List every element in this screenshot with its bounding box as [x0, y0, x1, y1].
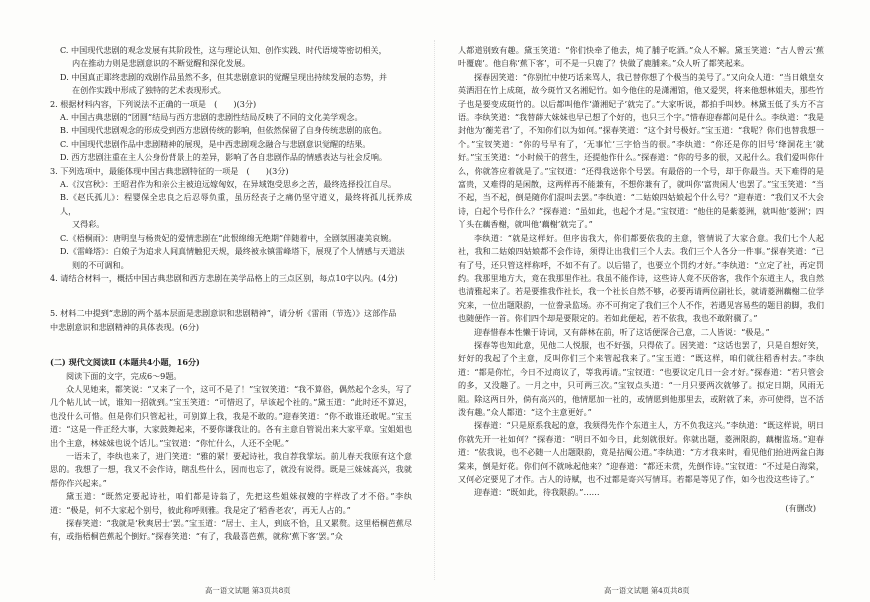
q1-option-c-cont: 内在推动力则是悲剧意识的不断觉醒和深化发展。 [72, 58, 251, 69]
q2-option-b: B. 中国现代悲剧观念的形成受到西方悲剧传统的影响，但依然保留了自身传统悲剧的底色。 [60, 125, 387, 136]
passage-paragraph: 一语未了，李纨也来了，进门笑道：“雅的紧！要起诗社，我自荐我掌坛。前儿春天我原有这个意思的。我想了一想，我又不会作诗，瞎乱些什么，因而也忘了，就没有说得。既是三妹妹高兴，我就帮你作兴起来。” [50, 450, 412, 488]
passage-paragraph: 人都道别致有趣。黛玉笑道：“你们快牵了他去，炖了脯子吃酒。”众人不解。黛玉笑道：“古人曾云‘蕉叶覆鹿’。他自称‘蕉下客’，可不是一只鹿了？快做了鹿脯来。”众人听了都笑起来。 [458, 45, 824, 69]
source-note: (有删改) [785, 502, 816, 513]
q2-option-c: C. 中国现代悲剧作品中悲剧精神的展现，是中西悲剧观念融合与悲剧意识觉醒的结果。 [60, 138, 371, 149]
page-divider [434, 40, 435, 580]
passage-paragraph: 黛玉道：“既然定要起诗社，咱们都是诗翁了，先把这些姐妹叔嫂的字样改了才不俗。”李纨道：“极是，何不大家起个别号，彼此称呼则雅。我是定了‘稻香老农’，再无人占的。” [50, 491, 412, 515]
q3-option-d: D.《雷峰塔》：白娘子为追求人间真情触犯天规，最终被永镇雷峰塔下，展现了个人情感与天道法 [60, 246, 405, 257]
q3-option-c: C.《梧桐雨》：唐明皇与杨贵妃的爱情悲剧在“此恨绵绵无绝期”伴随着中，全剧氛围凄美哀婉。 [60, 232, 397, 243]
passage-paragraph: 探春笑道：“我就是‘秋爽居士’罢。”宝玉道：“居士、主人，到底不恰，且又累赘。这里梧桐芭蕉尽有，或指梧桐芭蕉起个倒好。”探春笑道：“有了，我最喜芭蕉，就称‘蕉下客’罢。”众 [50, 518, 412, 542]
q4-stem: 4. 请结合材料一，概括中国古典悲剧和西方悲剧在美学品格上的三点区别，每点10字以内。(4分) [50, 272, 398, 283]
passage-paragraph: 李纨道：“就是这样好。但序齿我大，你们都要依我的主意，管情说了大家合意。我们七个人起社，我和二姑娘四姑娘都不会作诗，须得让出我们三个人去。我们三个人各分一件事。”探春笑道：“已有了号，还只管这样称呼，不如不有了。以后错了，也要立个罚约才好。”李纨道：“立定了社，再定罚约。我那里地方大，竟在我那里作社。我虽不能作诗，这些诗人竟不厌俗客，我作个东道主人，我自然也清雅起来了。若是要推我作社长，我一个社长自然不够，必要再请两位副社长，就请菱洲藕榭二位学究来，一位出题限韵，一位誊录监场。亦不可拘定了我们三个人不作，若遇见容易些的题目韵脚，我们也随便作一首。你们四个却是要限定的。若如此便起，若不依我，我也不敢附骥了。” [458, 232, 824, 324]
q2-stem: 2. 根据材料内容，下列说法不正确的一项是 ( )(3分) [50, 98, 257, 109]
right-column [458, 44, 824, 515]
q3-option-b: B.《赵氏孤儿》：程婴保全忠良之后忍辱负重，虽历经丧子之痛仍坚守道义，最终将孤儿抚养成人， [60, 192, 412, 216]
q3-option-b-cont: 又得彩。 [72, 219, 105, 230]
q5-stem: 5. 材料二中提到“悲剧的两个基本层面是悲剧意识和悲剧精神”，请分析《雷雨（节选）》这部作品 [50, 308, 397, 319]
page-footer-right: 高一语文试题 第4页共8页 [604, 586, 690, 595]
passage-paragraph: 迎春惜春本性懒于诗词，又有薛林在前，听了这话便深合己意，二人皆说：“极是。” [474, 326, 770, 337]
passage-paragraph: 迎春道：“既如此，待我限韵。”…… [474, 487, 600, 498]
passage-paragraph: 众人见她来，都笑说：“又来了一个，这可不是了！”宝钗笑道：“我不算俗，偶然起个念头，写了几个帖儿试一试，谁知一招就到。”宝玉笑道：“可惜迟了，早该起个社的。”黛玉道：“此时还不算迟，也没什么可惜。但是你们只管起社，可别算上我，我是不敢的。”迎春笑道：“你不敢谁还敢呢。”宝玉道：“这是一件正经大事，大家鼓舞起来，不要你谦我让的。各有主意自管说出来大家平章。宝姐姐也出个主意，林妹妹也说个话儿。”宝钗道：“你忙什么，人还不全呢。” [50, 383, 412, 448]
q2-option-d: D. 西方悲剧注重在主人公身份背景上的差异，影响了各自悲剧作品的情感表达与社会反响。 [60, 152, 388, 163]
passage-paragraph: 探春道：“只是原系我起的意，我须得先作个东道主人，方不负我这兴。”李纨道：“既这样说，明日你就先开一社如何？”探春道：“明日不如今日，此刻就很好。你就出题，菱洲限韵，藕榭监场。”迎春道：“依我说，也不必随一人出题限韵，竟是拈阄公道。”李纨道：“方才我来时，看见他们抬进两盆白海棠来，倒是好花。你们何不就咏起他来？”迎春道：“都还未赏，先倒作诗。”宝钗道：“不过是白海棠，又何必定要见了才作。古人的诗赋，也不过都是寄兴写情耳。若都是等见了作，如今也没这些诗了。” [458, 420, 824, 484]
section-title: (二) 现代文阅读Ⅱ (本题共4小题，16分) [50, 357, 200, 368]
q5-stem-cont: 中悲剧意识和悲剧精神的具体表现。(6分) [50, 321, 200, 332]
q1-option-c: C. 中国现代悲剧的观念发展有其阶段性，这与理论认知、创作实践、时代语境等密切相关， [60, 45, 387, 55]
q1-option-d: D. 中国真正耶终悲剧的戏剧作品虽然不多，但其悲剧意识的觉醒呈现出持续发展的态势，并 [60, 71, 388, 82]
q2-option-a: A. 中国古典悲剧的“团圆”结局与西方悲剧的悲剧性结局反映了不同的文化美学观念。 [60, 112, 363, 123]
q1-option-d-cont: 在创作实践中形成了独特的艺术表现形式。 [72, 85, 226, 96]
q3-stem: 3. 下列选项中，最能体现中国古典悲剧特征的一项是 ( )(3分) [50, 165, 289, 176]
q3-option-a: A.《汉宫秋》：王昭君作为和亲公主被迫远嫁匈奴，在异域饱受思乡之苦，最终选择投江自尽。 [60, 179, 397, 190]
section-instruction: 阅读下面的文字，完成6～9题。 [66, 370, 182, 381]
left-column [50, 44, 412, 544]
passage-paragraph: 探春等也知此意，见他二人悦服，也不好强，只得依了。因笑道：“这话也罢了，只是自想好笑，好好的我起了个主意，反叫你们三个来管起我来了。”宝玉道：“既这样，咱们就往稻香村去。”李纨道：“都是你忙，今日不过商议了，等我再请。”宝钗道：“也要议定几日一会才好。”探春道：“若只管会的多，又没趣了。一月之中，只可两三次。”宝钗点头道：“一月只要两次就够了。拟定日期，风雨无阻。除这两日外，倘有高兴的，他情愿加一社的，或情愿到他那里去，或附就了来，亦可使得，岂不活泼有趣。”众人都道：“这个主意更好。” [458, 339, 824, 417]
q3-option-d-cont: 则的不可调和。 [72, 259, 129, 270]
page-footer-left: 高一语文试题 第3页共8页 [205, 586, 291, 595]
passage-paragraph: 探春因笑道：“你别忙中使巧话来骂人，我已替你想了个极当的美号了。”又向众人道：“当日娥皇女英洒泪在竹上成斑，故今斑竹又名湘妃竹。如今他住的是潇湘馆，他又爱哭，将来他想林姐夫，那些竹子也是要变成斑竹的。以后都叫他作‘潇湘妃子’就完了。”大家听说，都拍手叫妙。林黛玉低了头方不言语。李纨笑道：“我替薛大妹妹也早已想了个好的，也只三个字。”惜春迎春都问是什么。李纨道：“我是封他为‘蘅芜君’了，不知你们以为如何。”探春笑道：“这个封号极好。”宝玉道：“我呢？你们也替我想一个。”宝钗笑道：“你的号早有了，‘无事忙’三字恰当的很。”李纨道：“你还是你的旧号‘绛洞花主’就好。”宝玉笑道：“小时候干的营生，还提他作什么。”探春道：“你的号多的很，又起什么。我们爱叫你什么，你就答应着就是了。”宝钗道：“还得我送你个号罢。有最俗的一个号，却于你最当。天下难得的是富贵，又难得的是闲散，这两样再不能兼有，不想你兼有了，就叫你‘富贵闲人’也罢了。”宝玉笑道：“当不起，当不起，倒是随你们混叫去罢。”李纨道：“二姑娘四姑娘起个什么号？”迎春道：“我们又不大会诗，白起个号作什么？”探春道：“虽如此，也起个才是。”宝钗道：“他住的是紫菱洲，就叫他‘菱洲’；四丫头在藕香榭，就叫他‘藕榭’就完了。” [458, 71, 824, 230]
